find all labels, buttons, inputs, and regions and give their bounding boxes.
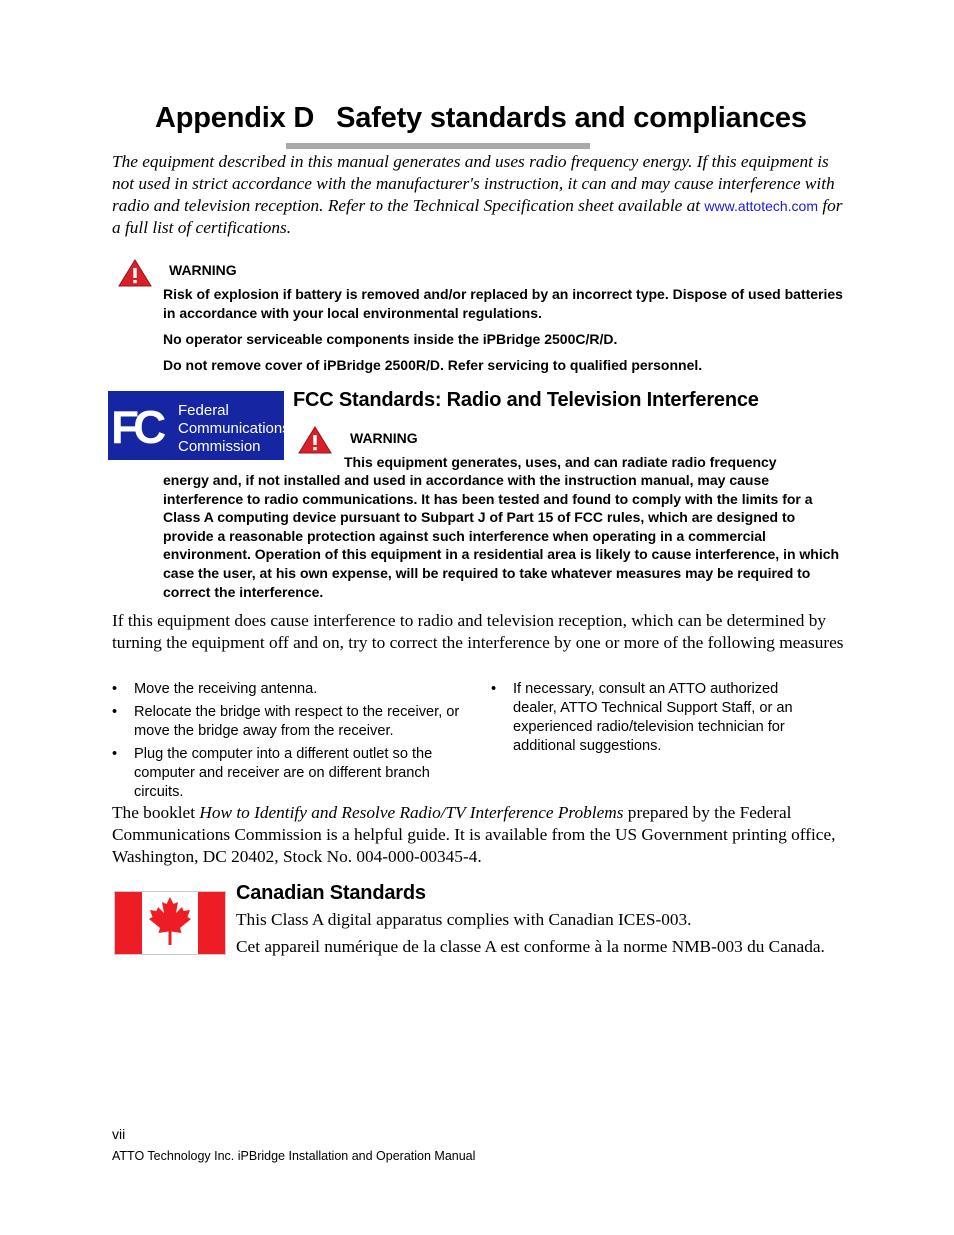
fcc-logo-line-1: Federal <box>178 402 229 419</box>
warning-cover-text: Do not remove cover of iPBridge 2500R/D. Refer servicing to qualified personnel. <box>163 357 703 373</box>
warning-battery-text: Risk of explosion if battery is removed and/or replaced by an incorrect type. Dispose of used batteries in accordance with your local environmental regulations. <box>163 286 843 321</box>
list-item <box>112 680 462 699</box>
canadian-section-heading: Canadian Standards <box>236 882 426 904</box>
fcc-logo-line-3: Commission <box>178 438 261 455</box>
bullet-dot: • <box>491 681 497 697</box>
fcc-warning-text: energy and, if not installed and used in accordance with the instruction manual, may cause interference to radio communications. It has been tested and found to comply with the limits for a Class A computing device pursuant to Subpart J of Part 15 of FCC rules, which are designed to provide a reasonable protection against such interference when operating in a commercial environment. Operation of this equipment in a residential area is likely to cause interference, in which case the user, at his own expense, will be required to take whatever measures may be required to correct the interference. <box>163 472 840 600</box>
canadian-ices-text: This Class A digital apparatus complies with Canadian ICES-003. <box>236 910 692 929</box>
bullet-dot: • <box>112 704 118 720</box>
booklet-title: How to Identify and Resolve Radio/TV Interference Problems <box>199 803 624 822</box>
bullet-list-right <box>491 680 821 756</box>
attotech-link[interactable]: www.attotech.com <box>704 197 819 214</box>
fcc-warning-label: WARNING <box>350 430 418 446</box>
fcc-logo-line-2: Communications <box>178 420 284 437</box>
fcc-logo <box>108 391 284 460</box>
fcc-logo-graphic <box>108 391 284 460</box>
page-number: vii <box>112 1126 126 1142</box>
booklet-prefix: The booklet <box>112 803 196 822</box>
list-item-text: Move the receiving antenna. <box>134 681 318 697</box>
fcc-section-heading: FCC Standards: Radio and Television Interference <box>293 389 759 411</box>
page-title <box>155 102 807 135</box>
intro-paragraph <box>112 151 844 239</box>
bullet-list-left <box>112 680 462 802</box>
appendix-label: Appendix D <box>155 102 315 134</box>
fcc-measures-intro: If this equipment does cause interference to radio and television reception, which can be determined by turning the equipment off and on, try to correct the interference by one or more of the following measures <box>112 611 844 652</box>
list-item <box>491 680 821 756</box>
booklet-suffix: prepared by the Federal Communications Commission is a helpful guide. It is available from the US Government printing office, Washington, DC 20402, Stock No. 004-000-00345-4. <box>112 803 836 866</box>
title-rule <box>286 143 590 149</box>
list-item-text: Plug the computer into a different outlet so the computer and receiver are on different branch circuits. <box>134 746 433 800</box>
canadian-nmb-text: Cet appareil numérique de la classe A est conforme à la norme NMB-003 du Canada. <box>236 937 825 956</box>
warning-label: WARNING <box>169 262 237 278</box>
booklet-paragraph <box>112 802 844 868</box>
list-item-text: Relocate the bridge with respect to the receiver, or move the bridge away from the receiver. <box>134 704 460 739</box>
warning-triangle-icon <box>117 258 153 288</box>
intro-suffix: for a full list of certifications. <box>112 195 843 238</box>
list-item <box>112 745 462 802</box>
warning-triangle-icon <box>297 425 333 455</box>
footer-manual-title: ATTO Technology Inc. iPBridge Installation and Operation Manual <box>112 1149 476 1163</box>
warning-components-text: No operator serviceable components inside the iPBridge 2500C/R/D. <box>163 331 618 347</box>
list-item <box>112 703 462 741</box>
canadian-flag-icon <box>114 891 226 955</box>
fcc-warning-first-line: This equipment generates, uses, and can radiate radio frequency <box>344 454 777 470</box>
bullet-dot: • <box>112 746 118 762</box>
intro-text: The equipment described in this manual generates and uses radio frequency energy. If this equipment is not used in strict accordance with the manufacturer's instruction, it can and may cause interference with radio and television reception. Refer to the Technical Specification sheet available at <box>112 152 835 215</box>
appendix-title: Safety standards and compliances <box>336 102 807 134</box>
list-item-text: If necessary, consult an ATTO authorized dealer, ATTO Technical Support Staff, or an experienced radio/television technician for additional suggestions. <box>513 681 793 754</box>
bullet-dot: • <box>112 681 118 697</box>
fcc-logo-mark: FC <box>111 401 161 453</box>
